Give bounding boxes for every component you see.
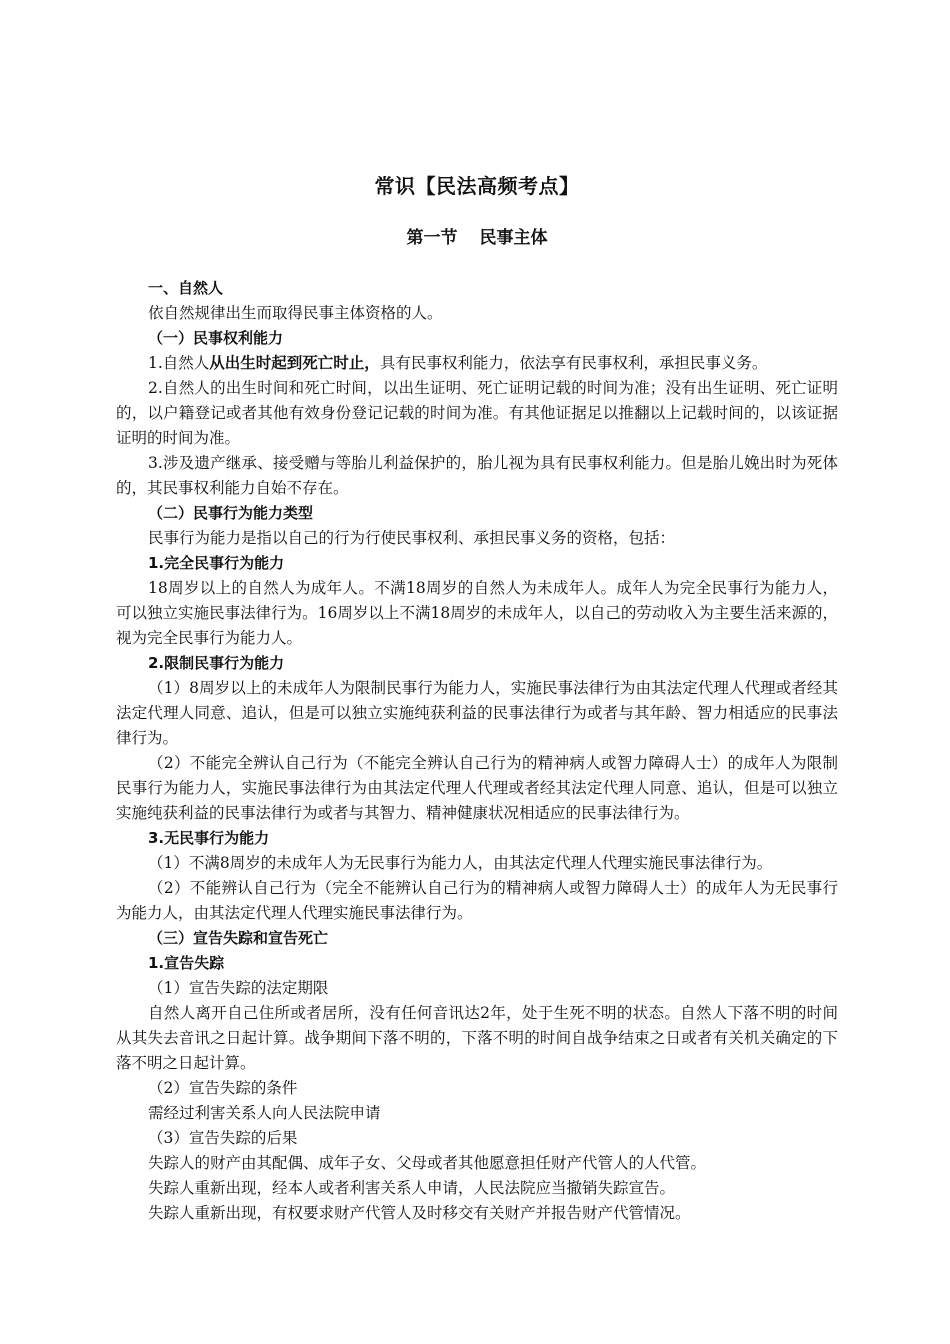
paragraph: 需经过利害关系人向人民法院申请 bbox=[148, 1104, 381, 1122]
section-name: 民事主体 bbox=[479, 228, 548, 248]
subheading: 1.完全民事行为能力 bbox=[148, 554, 285, 572]
subheading: （一）民事权利能力 bbox=[148, 329, 284, 347]
paragraph: （2）不能完全辨认自己行为（不能完全辨认自己行为的精神病人或智力障碍人士）的成年人为限制民事行为能力人，实施民事法律行为由其法定代理人代理或者经其法定代理人同意、追认，但是可以独立实施纯获利益的民事法律行为或者与其智力、精神健康状况相适应的民事法律行为。 bbox=[116, 754, 838, 822]
paragraph: 失踪人重新出现，经本人或者利害关系人申请，人民法院应当撤销失踪宣告。 bbox=[148, 1179, 676, 1197]
paragraph: 依自然规律出生而取得民事主体资格的人。 bbox=[148, 304, 443, 322]
paragraph: 18周岁以上的自然人为成年人。不满18周岁的自然人为未成年人。成年人为完全民事行为能力人，可以独立实施民事法律行为。16周岁以上不满18周岁的未成年人，以自己的劳动收入为主要生活来源的，视为完全民事行为能力人。 bbox=[116, 579, 838, 647]
subheading: 3.无民事行为能力 bbox=[148, 829, 270, 847]
emphasis-text: 从出生时起到死亡时止， bbox=[209, 354, 380, 372]
subheading: 2.限制民事行为能力 bbox=[148, 654, 285, 672]
paragraph: 自然人离开自己住所或者居所，没有任何音讯达2年，处于生死不明的状态。自然人下落不明的时间从其失去音讯之日起计算。战争期间下落不明的，下落不明的时间自战争结束之日或者有关机关确定的下落不明之日起计算。 bbox=[116, 1004, 838, 1072]
paragraph: （1）8周岁以上的未成年人为限制民事行为能力人，实施民事法律行为由其法定代理人代理或者经其法定代理人同意、追认，但是可以独立实施纯获利益的民事法律行为或者与其年龄、智力相适应的民事法律行为。 bbox=[116, 679, 838, 747]
section-number: 第一节 bbox=[406, 228, 458, 248]
paragraph: （3）宣告失踪的后果 bbox=[148, 1129, 298, 1147]
paragraph: 失踪人重新出现，有权要求财产代管人及时移交有关财产并报告财产代管情况。 bbox=[148, 1204, 691, 1222]
paragraph: （2）不能辨认自己行为（完全不能辨认自己行为的精神病人或智力障碍人士）的成年人为无民事行为能力人，由其法定代理人代理实施民事法律行为。 bbox=[116, 879, 838, 922]
paragraph: 3.涉及遗产继承、接受赠与等胎儿利益保护的，胎儿视为具有民事权利能力。但是胎儿娩出时为死体的，其民事权利能力自始不存在。 bbox=[116, 454, 838, 497]
document-title: 常识【民法高频考点】 bbox=[374, 174, 580, 198]
subheading: （二）民事行为能力类型 bbox=[148, 504, 314, 522]
paragraph: （1）宣告失踪的法定期限 bbox=[148, 979, 329, 997]
paragraph: （2）宣告失踪的条件 bbox=[148, 1079, 298, 1097]
paragraph: （1）不满8周岁的未成年人为无民事行为能力人，由其法定代理人代理实施民事法律行为。 bbox=[148, 854, 773, 872]
paragraph: 民事行为能力是指以自己的行为行使民事权利、承担民事义务的资格，包括： bbox=[148, 529, 676, 547]
document-body bbox=[116, 166, 838, 1226]
section-heading bbox=[116, 223, 838, 248]
heading-natural-person: 一、自然人 bbox=[148, 279, 224, 297]
subheading: （三）宣告失踪和宣告死亡 bbox=[148, 929, 329, 947]
subheading: 1.宣告失踪 bbox=[148, 954, 225, 972]
paragraph: 2.自然人的出生时间和死亡时间，以出生证明、死亡证明记载的时间为准；没有出生证明、死亡证明的，以户籍登记或者其他有效身份登记记载的时间为准。有其他证据足以推翻以上记载时间的，以该证据证明的时间为准。 bbox=[116, 379, 838, 447]
paragraph: 1.自然人从出生时起到死亡时止，具有民事权利能力，依法享有民事权利，承担民事义务。 bbox=[148, 354, 768, 372]
paragraph: 失踪人的财产由其配偶、成年子女、父母或者其他愿意担任财产代管人的人代管。 bbox=[148, 1154, 707, 1172]
